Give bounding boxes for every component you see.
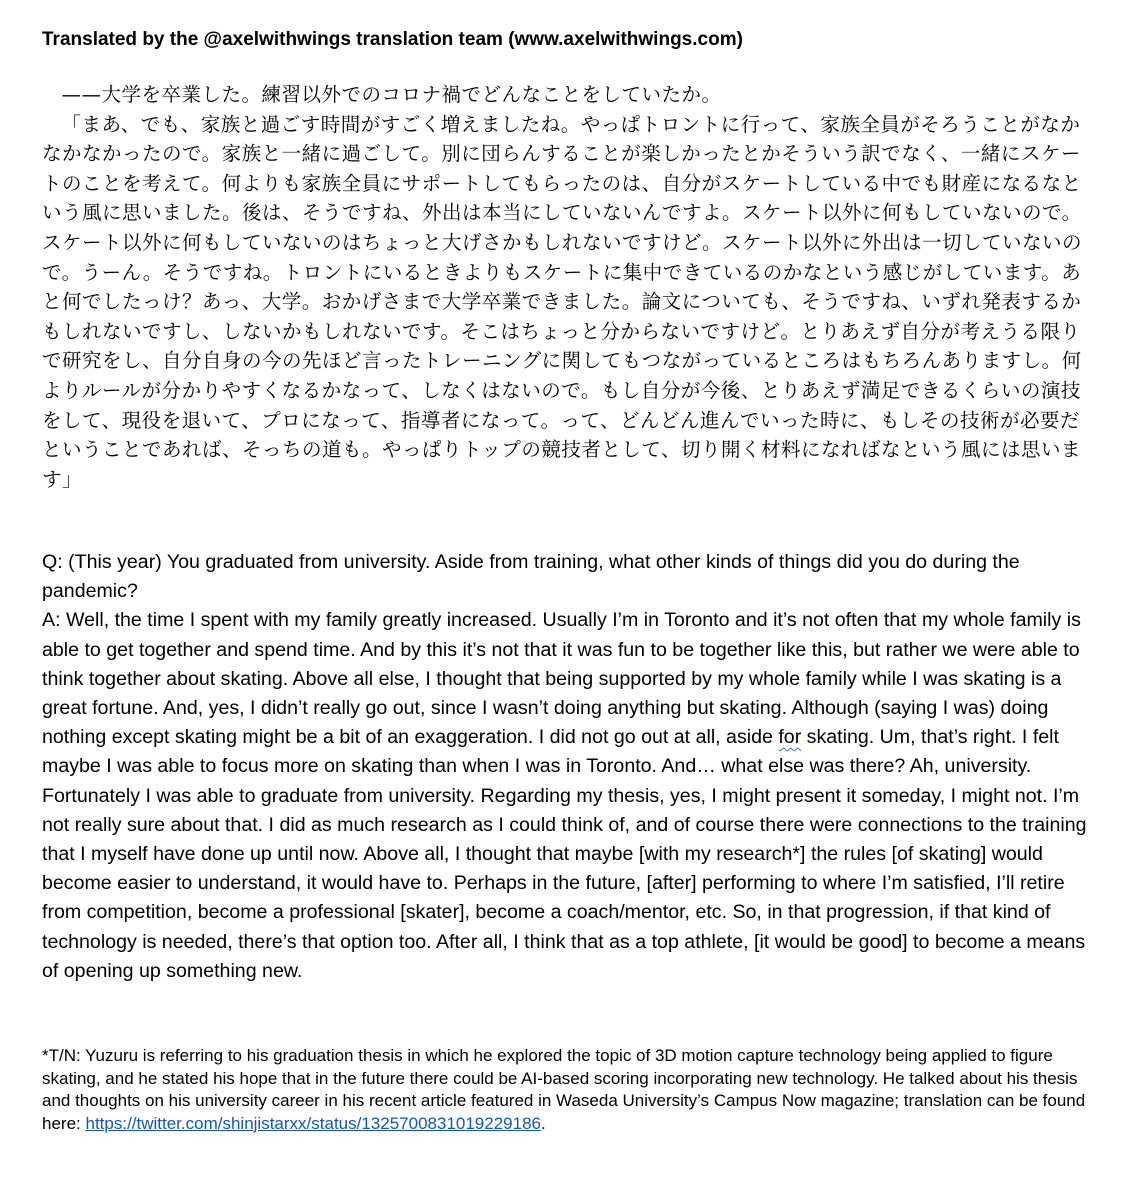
translator-note-text: *T/N: Yuzuru is referring to his graduation thesis in which he explored the topic of 3D motion capture technology being applied to figure skating, and he stated his hope that in the future there could be AI-based scoring incorporating new technology. He talked about his thesis and thoughts on his university career in his recent article featured in Waseda University’s Campus Now magazine; translation can be found here: [42, 1046, 1086, 1133]
spellcheck-flagged-word[interactable]: for [778, 726, 802, 749]
english-translation-section [42, 548, 1102, 986]
english-question: Q: (This year) You graduated from university. Aside from training, what other kinds of things did you do during the pandemic? [42, 551, 1020, 603]
source-link[interactable]: https://twitter.com/shinjistarxx/status/1325700831019229186 [85, 1113, 541, 1133]
english-answer-part-1: A: Well, the time I spent with my family greatly increased. Usually I’m in Toronto and it’s not often that my whole family is able to get together and spend time. And by this it’s not that it was fun to be together like this, but rather we were able to think together about skating. Above all else, I thought that being supported by my whole family while I was skating is a great fortune. And, yes, I didn’t really go out, since I wasn’t doing anything but skating. Although (saying I was) doing nothing except skating might be a bit of an exaggeration. I did not go out at all, aside [42, 609, 1081, 749]
japanese-answer: 「まあ、でも、家族と過ごす時間がすごく増えましたね。やっぱトロントに行って、家族全員がそろうことがなかなかなかったので。家族と一緒に過ごして。別に団らんすることが楽しかったとかそういう訳でなく、一緒にスケートのことを考えて。何よりも家族全員にサポートしてもらったのは、自分がスケートしている中でも財産になるなという風に思いました。後は、そうですね、外出は本当にしていないんですよ。スケート以外に何もしていないので。スケート以外に何もしていないのはちょっと大げさかもしれないですけど。スケート以外に外出は一切していないので。うーん。そうですね。トロントにいるときよりもスケートに集中できているのかなという感じがしています。あと何でしたっけ？あっ、大学。おかげさまで大学卒業できました。論文についても、そうですね、いずれ発表するかもしれないですし、しないかもしれないです。そこはちょっと分からないですけど。とりあえず自分が考えうる限りで研究をし、自分自身の今の先ほど言ったトレーニングに関してもつながっているところはもちろんありますし。何よりルールが分かりやすくなるかなって、しなくはないので。もし自分が今後、とりあえず満足できるくらいの演技をして、現役を退いて、プロになって、指導者になって。って、どんどん進んでいった時に、もしその技術が必要だということであれば、そっちの道も。やっぱりトップの競技者として、切り開く材料になればなという風には思います」 [42, 112, 1083, 491]
english-answer [42, 606, 1102, 986]
translation-credit-heading: Translated by the @axelwithwings translation team (www.axelwithwings.com) [42, 29, 743, 50]
translator-note-period: . [541, 1113, 546, 1133]
translator-note [42, 1045, 1104, 1135]
japanese-question: ——大学を卒業した。練習以外でのコロナ禍でどんなことをしていたか。 [61, 83, 722, 106]
english-answer-part-2: skating. Um, that’s right. I felt maybe I was able to focus more on skating than when I was in Toronto. And… what else was there? Ah, university. Fortunately I was able to graduate from university. Regarding my thesis, yes, I might present it someday, I might not. I’m not really sure about that. I did as much research as I could think of, and of course there were connections to the training that I myself have done up until now. Above all, I thought that maybe [with my research*] the rules [of skating] would become easier to understand, it would have to. Perhaps in the future, [after] performing to where I’m satisfied, I’ll retire from competition, become a professional [skater], become a coach/mentor, etc. So, in that progression, if that kind of technology is needed, there’s that option too. After all, I think that as a top athlete, [it would be good] to become a means of opening up something new. [42, 726, 1087, 982]
japanese-interview-section [42, 80, 1100, 494]
